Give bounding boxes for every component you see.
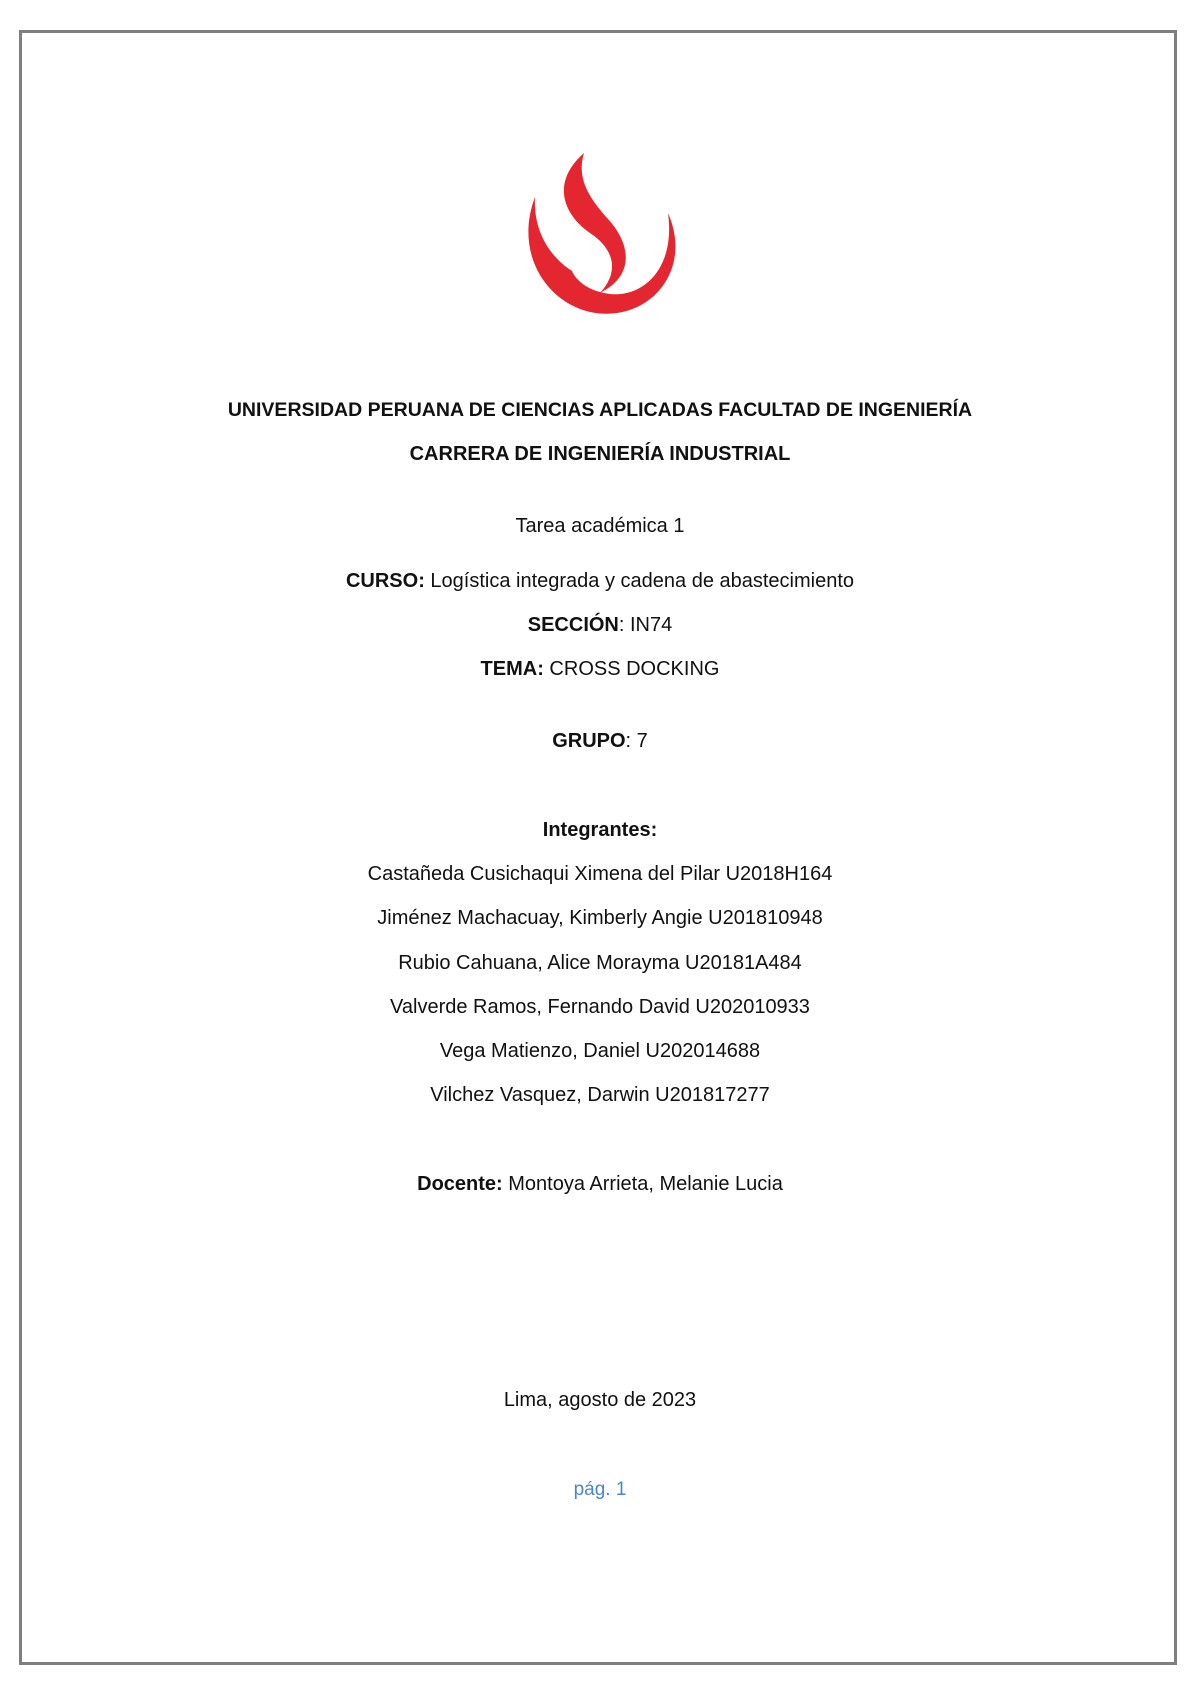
section-label: SECCIÓN xyxy=(527,614,619,636)
assignment-title: Tarea académica 1 xyxy=(515,515,685,537)
group-label: GRUPO xyxy=(552,730,626,752)
university-logo-icon xyxy=(520,153,685,318)
member-item: Rubio Cahuana, Alice Morayma U20181A484 xyxy=(398,952,802,974)
career-title: CARRERA DE INGENIERÍA INDUSTRIAL xyxy=(409,443,791,465)
section-line xyxy=(0,612,1200,638)
teacher-label: Docente: xyxy=(417,1173,503,1195)
group-line xyxy=(0,728,1200,754)
member-item: Jiménez Machacuay, Kimberly Angie U201810948 xyxy=(377,907,823,929)
member-item: Vega Matienzo, Daniel U202014688 xyxy=(439,1040,761,1062)
course-value: Logística integrada y cadena de abastecimiento xyxy=(424,570,855,592)
course-label: CURSO: xyxy=(345,570,425,592)
section-value: : IN74 xyxy=(618,614,673,636)
topic-label: TEMA: xyxy=(480,658,544,680)
teacher-value: Montoya Arrieta, Melanie Lucia xyxy=(502,1173,783,1195)
teacher-line xyxy=(0,1171,1200,1197)
member-item: Castañeda Cusichaqui Ximena del Pilar U2018H164 xyxy=(367,863,833,885)
member-item: Valverde Ramos, Fernando David U202010933 xyxy=(390,996,810,1018)
members-heading: Integrantes: xyxy=(542,819,658,841)
place-date: Lima, agosto de 2023 xyxy=(503,1389,697,1411)
group-value: : 7 xyxy=(625,730,648,752)
member-item: Vilchez Vasquez, Darwin U201817277 xyxy=(430,1084,770,1106)
page-number: pág. 1 xyxy=(573,1479,627,1500)
course-line xyxy=(0,568,1200,594)
topic-value: CROSS DOCKING xyxy=(543,658,720,680)
topic-line xyxy=(0,656,1200,682)
university-title: UNIVERSIDAD PERUANA DE CIENCIAS APLICADAS FACULTAD DE INGENIERÍA xyxy=(227,399,973,421)
